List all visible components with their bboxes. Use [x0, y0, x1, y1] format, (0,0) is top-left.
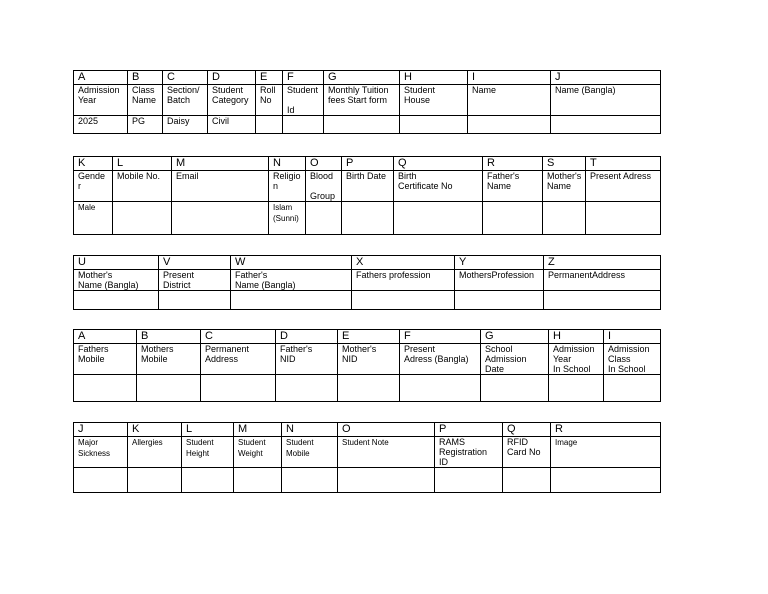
field-header: Student House: [400, 85, 468, 116]
column-letter: I: [604, 330, 661, 344]
field-value: Civil: [208, 116, 256, 134]
student-fields-table-1: [73, 70, 661, 134]
column-letter: N: [282, 423, 338, 437]
student-fields-table-4: [73, 329, 661, 402]
field-header: School Admission Date: [481, 344, 549, 375]
field-value: [113, 202, 172, 235]
column-letter: B: [137, 330, 201, 344]
field-header: Class Name: [128, 85, 163, 116]
field-header: Image: [551, 437, 661, 468]
field-value: [394, 202, 483, 235]
field-value: [283, 116, 324, 134]
field-header: Father's Name: [483, 171, 543, 202]
student-fields-table-3: [73, 255, 661, 310]
field-header: Religio n: [269, 171, 306, 202]
column-letter: Q: [394, 157, 483, 171]
column-letter: H: [549, 330, 604, 344]
field-header: RAMS Registration ID: [435, 437, 503, 468]
column-letter: F: [400, 330, 481, 344]
field-header: Father's NID: [276, 344, 338, 375]
field-header: Admission Year: [74, 85, 128, 116]
column-letter: L: [182, 423, 234, 437]
column-letter: A: [74, 330, 137, 344]
column-letter: W: [231, 256, 352, 270]
field-value: [231, 291, 352, 310]
field-header: Birth Date: [342, 171, 394, 202]
column-letter: C: [201, 330, 276, 344]
field-header: Mother's Name (Bangla): [74, 270, 159, 291]
column-letter: F: [283, 71, 324, 85]
field-value: [137, 375, 201, 402]
column-letter: D: [276, 330, 338, 344]
column-letter: J: [74, 423, 128, 437]
field-value: [172, 202, 269, 235]
field-value: [74, 375, 137, 402]
column-letter: D: [208, 71, 256, 85]
column-letter: K: [128, 423, 182, 437]
field-header: RFID Card No: [503, 437, 551, 468]
column-letter: Y: [455, 256, 544, 270]
field-value: [543, 202, 586, 235]
column-letter: G: [324, 71, 400, 85]
field-value: Male: [74, 202, 113, 235]
column-letter: O: [338, 423, 435, 437]
field-header: Mothers Mobile: [137, 344, 201, 375]
column-letter: I: [468, 71, 551, 85]
field-header: Blood Group: [306, 171, 342, 202]
column-letter: U: [74, 256, 159, 270]
field-value: [74, 468, 128, 493]
column-letter: P: [435, 423, 503, 437]
field-header: Father's Name (Bangla): [231, 270, 352, 291]
column-letter: M: [234, 423, 282, 437]
field-header: MothersProfession: [455, 270, 544, 291]
column-letter: G: [481, 330, 549, 344]
column-letter: R: [483, 157, 543, 171]
field-header: Present Adress (Bangla): [400, 344, 481, 375]
field-value: [338, 375, 400, 402]
field-value: [324, 116, 400, 134]
field-header: Roll No: [256, 85, 283, 116]
field-value: Daisy: [163, 116, 208, 134]
column-letter: P: [342, 157, 394, 171]
field-header: Monthly Tuition fees Start form: [324, 85, 400, 116]
field-value: [400, 375, 481, 402]
field-value: [276, 375, 338, 402]
field-value: [481, 375, 549, 402]
field-value: [282, 468, 338, 493]
column-letter: B: [128, 71, 163, 85]
column-letter: L: [113, 157, 172, 171]
field-header: Mobile No.: [113, 171, 172, 202]
field-value: [551, 468, 661, 493]
column-letter: R: [551, 423, 661, 437]
column-letter: C: [163, 71, 208, 85]
column-letter: E: [338, 330, 400, 344]
column-letter: A: [74, 71, 128, 85]
column-letter: J: [551, 71, 661, 85]
field-value: [400, 116, 468, 134]
field-header: Fathers Mobile: [74, 344, 137, 375]
field-value: [234, 468, 282, 493]
field-header: Gende r: [74, 171, 113, 202]
field-value: PG: [128, 116, 163, 134]
field-header: Section/ Batch: [163, 85, 208, 116]
field-value: [342, 202, 394, 235]
student-fields-table-5: [73, 422, 661, 493]
field-header: Major Sickness: [74, 437, 128, 468]
field-header: Email: [172, 171, 269, 202]
column-letter: O: [306, 157, 342, 171]
column-letter: N: [269, 157, 306, 171]
field-header: Name: [468, 85, 551, 116]
field-header: Student Id: [283, 85, 324, 116]
column-letter: E: [256, 71, 283, 85]
field-value: [74, 291, 159, 310]
field-value: Islam (Sunni): [269, 202, 306, 235]
field-header: Present District: [159, 270, 231, 291]
field-header: Student Note: [338, 437, 435, 468]
field-header: Admission Year In School: [549, 344, 604, 375]
field-header: PermanentAddress: [544, 270, 661, 291]
column-letter: K: [74, 157, 113, 171]
field-value: [159, 291, 231, 310]
column-letter: S: [543, 157, 586, 171]
field-value: [551, 116, 661, 134]
field-value: [435, 468, 503, 493]
field-header: Permanent Address: [201, 344, 276, 375]
field-header: Student Weight: [234, 437, 282, 468]
field-value: [128, 468, 182, 493]
field-value: [201, 375, 276, 402]
field-value: [352, 291, 455, 310]
field-value: [604, 375, 661, 402]
field-value: [468, 116, 551, 134]
field-value: [483, 202, 543, 235]
field-value: [544, 291, 661, 310]
field-header: Mother's NID: [338, 344, 400, 375]
field-value: [549, 375, 604, 402]
field-value: [338, 468, 435, 493]
field-header: Admission Class In School: [604, 344, 661, 375]
column-letter: X: [352, 256, 455, 270]
field-value: [306, 202, 342, 235]
field-value: 2025: [74, 116, 128, 134]
field-header: Allergies: [128, 437, 182, 468]
field-value: [182, 468, 234, 493]
field-header: Birth Certificate No: [394, 171, 483, 202]
field-value: [503, 468, 551, 493]
field-header: Fathers profession: [352, 270, 455, 291]
column-letter: V: [159, 256, 231, 270]
field-value: [586, 202, 661, 235]
field-header: Student Mobile: [282, 437, 338, 468]
field-value: [256, 116, 283, 134]
column-letter: H: [400, 71, 468, 85]
field-header: Name (Bangla): [551, 85, 661, 116]
column-letter: T: [586, 157, 661, 171]
field-header: Present Adress: [586, 171, 661, 202]
field-value: [455, 291, 544, 310]
student-fields-table-2: [73, 156, 661, 235]
field-header: Student Category: [208, 85, 256, 116]
field-header: Mother's Name: [543, 171, 586, 202]
field-header: Student Height: [182, 437, 234, 468]
column-letter: Z: [544, 256, 661, 270]
column-letter: M: [172, 157, 269, 171]
column-letter: Q: [503, 423, 551, 437]
